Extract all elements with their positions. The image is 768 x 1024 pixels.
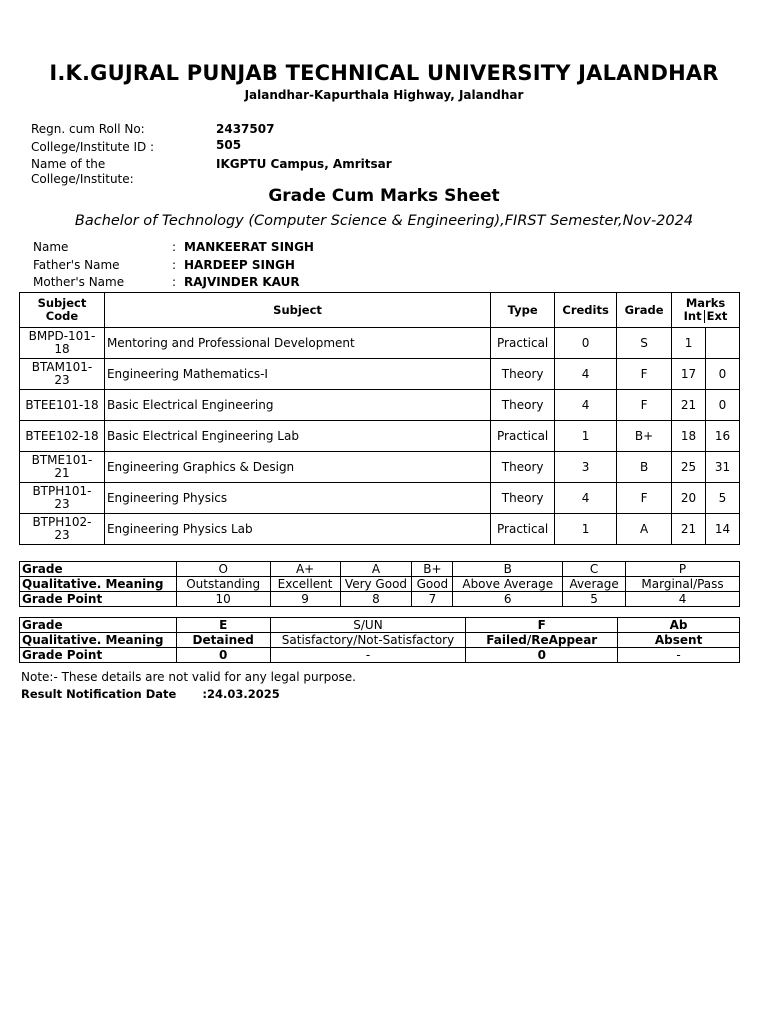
subject-type-cell: Practical [491,421,555,452]
internal-marks-cell: 17 [672,359,706,390]
header-type: Type [491,293,555,328]
student-name-colon: : [172,240,177,254]
legend2-grade: F [466,618,618,633]
internal-marks-cell: 20 [672,483,706,514]
header-grade: Grade [617,293,672,328]
subject-code-cell: BTPH101- 23 [20,483,105,514]
subject-type-cell: Theory [491,452,555,483]
legend2-meaning: Detained [176,633,270,648]
university-title: I.K.GUJRAL PUNJAB TECHNICAL UNIVERSITY JALANDHAR [49,61,719,85]
subject-type-cell: Practical [491,514,555,545]
roll-value: 2437507 [216,122,275,136]
father-name-label: Father's Name [33,258,120,272]
internal-marks-cell: 21 [672,390,706,421]
header-int: Int [683,309,702,323]
internal-marks-cell: 18 [672,421,706,452]
legend2-point: - [618,648,740,663]
subject-grade-cell: F [617,483,672,514]
father-name-colon: : [172,258,177,272]
subject-code-cell: BMPD-101- 18 [20,328,105,359]
legend1-grade: A [340,562,412,577]
subject-grade-cell: B+ [617,421,672,452]
legend1-grade: C [563,562,626,577]
subject-grade-cell: A [617,514,672,545]
table-row [20,514,740,545]
subject-code-cell: BTME101- 21 [20,452,105,483]
grade-legend-table-2 [19,617,740,663]
header-credits: Credits [555,293,617,328]
header-subject: Subject [104,293,490,328]
mother-name-value: RAJVINDER KAUR [184,275,300,289]
subject-credits-cell: 1 [555,421,617,452]
legend2-grade: Ab [618,618,740,633]
legend2-point-label: Grade Point [20,648,177,663]
external-marks-cell: 16 [706,421,740,452]
table-row [20,421,740,452]
table-row [20,390,740,421]
subject-grade-cell: B [617,452,672,483]
mother-name-colon: : [172,275,177,289]
subject-name-cell: Engineering Graphics & Design [104,452,490,483]
legend1-point: 7 [412,592,453,607]
legend1-grade: B+ [412,562,453,577]
legend1-point: 9 [270,592,340,607]
legend2-point: 0 [466,648,618,663]
legend1-meaning: Outstanding [176,577,270,592]
subject-credits-cell: 0 [555,328,617,359]
college-id-label: College/Institute ID : [31,140,155,154]
legend1-point: 10 [176,592,270,607]
legend2-point-row [20,648,740,663]
legend1-point: 8 [340,592,412,607]
legend2-grade-row [20,618,740,633]
grade-legend-table-1 [19,561,740,607]
header-subject-code: Subject Code [20,293,105,328]
legend1-grade-label: Grade [20,562,177,577]
legend2-grade-label: Grade [20,618,177,633]
external-marks-cell: 14 [706,514,740,545]
legend1-meaning: Good [412,577,453,592]
legend1-point-row [20,592,740,607]
legend2-grade: E [176,618,270,633]
sheet-title: Grade Cum Marks Sheet [268,186,500,206]
subject-code-cell: BTEE101-18 [20,390,105,421]
legend1-grade: A+ [270,562,340,577]
subject-grade-cell: F [617,390,672,421]
result-date-value: :24.03.2025 [202,687,280,701]
marks-header-row [20,293,740,328]
legend1-meaning-row [20,577,740,592]
result-date-label: Result Notification Date [21,687,177,701]
internal-marks-cell: 21 [672,514,706,545]
external-marks-cell: 5 [706,483,740,514]
legend2-meaning: Failed/ReAppear [466,633,618,648]
university-address: Jalandhar-Kapurthala Highway, Jalandhar [244,88,524,102]
header-marks: Marks Int Ext [672,293,740,328]
subject-grade-cell: S [617,328,672,359]
legend1-meaning: Marginal/Pass [626,577,740,592]
legend2-meaning-row [20,633,740,648]
subject-credits-cell: 1 [555,514,617,545]
program-name: Bachelor of Technology (Computer Science & Engineering),FIRST Semester,Nov-2024 [74,213,694,229]
subject-credits-cell: 4 [555,359,617,390]
legend1-meaning: Very Good [340,577,412,592]
external-marks-cell: 0 [706,390,740,421]
student-name-label: Name [33,240,69,254]
table-row [20,328,740,359]
legend2-meaning: Satisfactory/Not-Satisfactory [270,633,466,648]
legend1-point: 6 [453,592,563,607]
legend2-point: - [270,648,466,663]
subject-credits-cell: 4 [555,390,617,421]
subject-type-cell: Practical [491,328,555,359]
subject-code-cell: BTAM101- 23 [20,359,105,390]
internal-marks-cell: 1 [672,328,706,359]
subject-credits-cell: 3 [555,452,617,483]
roll-label: Regn. cum Roll No: [31,122,145,136]
college-name-value: IKGPTU Campus, Amritsar [216,157,392,171]
college-name-label-1: Name of the [31,157,106,171]
father-name-value: HARDEEP SINGH [184,258,295,272]
legend1-grade: O [176,562,270,577]
header-ext: Ext [706,309,728,323]
subject-type-cell: Theory [491,390,555,421]
mother-name-label: Mother's Name [33,275,125,289]
legend1-point: 4 [626,592,740,607]
legend1-point-label: Grade Point [20,592,177,607]
legend1-meaning: Average [563,577,626,592]
college-id-value: 505 [216,138,242,152]
external-marks-cell [706,328,740,359]
legend1-meaning: Excellent [270,577,340,592]
subject-name-cell: Engineering Mathematics-I [104,359,490,390]
table-row [20,483,740,514]
legal-note: Note:- These details are not valid for any legal purpose. [21,670,356,684]
legend1-grade: P [626,562,740,577]
subject-name-cell: Basic Electrical Engineering Lab [104,421,490,452]
legend2-point: 0 [176,648,270,663]
legend2-meaning-label: Qualitative. Meaning [20,633,177,648]
subject-grade-cell: F [617,359,672,390]
subject-code-cell: BTPH102- 23 [20,514,105,545]
internal-marks-cell: 25 [672,452,706,483]
legend2-meaning: Absent [618,633,740,648]
subject-name-cell: Engineering Physics Lab [104,514,490,545]
legend1-meaning-label: Qualitative. Meaning [20,577,177,592]
subject-code-cell: BTEE102-18 [20,421,105,452]
external-marks-cell: 0 [706,359,740,390]
subject-type-cell: Theory [491,359,555,390]
legend1-grade-row [20,562,740,577]
subject-name-cell: Engineering Physics [104,483,490,514]
college-name-label-2: College/Institute: [31,172,134,186]
legend2-grade: S/UN [270,618,466,633]
legend1-meaning: Above Average [453,577,563,592]
table-row [20,452,740,483]
legend1-grade: B [453,562,563,577]
result-notification [21,687,280,701]
subject-credits-cell: 4 [555,483,617,514]
legend1-point: 5 [563,592,626,607]
subject-type-cell: Theory [491,483,555,514]
subject-name-cell: Mentoring and Professional Development [104,328,490,359]
marks-table [19,292,740,545]
external-marks-cell: 31 [706,452,740,483]
subject-name-cell: Basic Electrical Engineering [104,390,490,421]
student-name-value: MANKEERAT SINGH [184,240,314,254]
table-row [20,359,740,390]
